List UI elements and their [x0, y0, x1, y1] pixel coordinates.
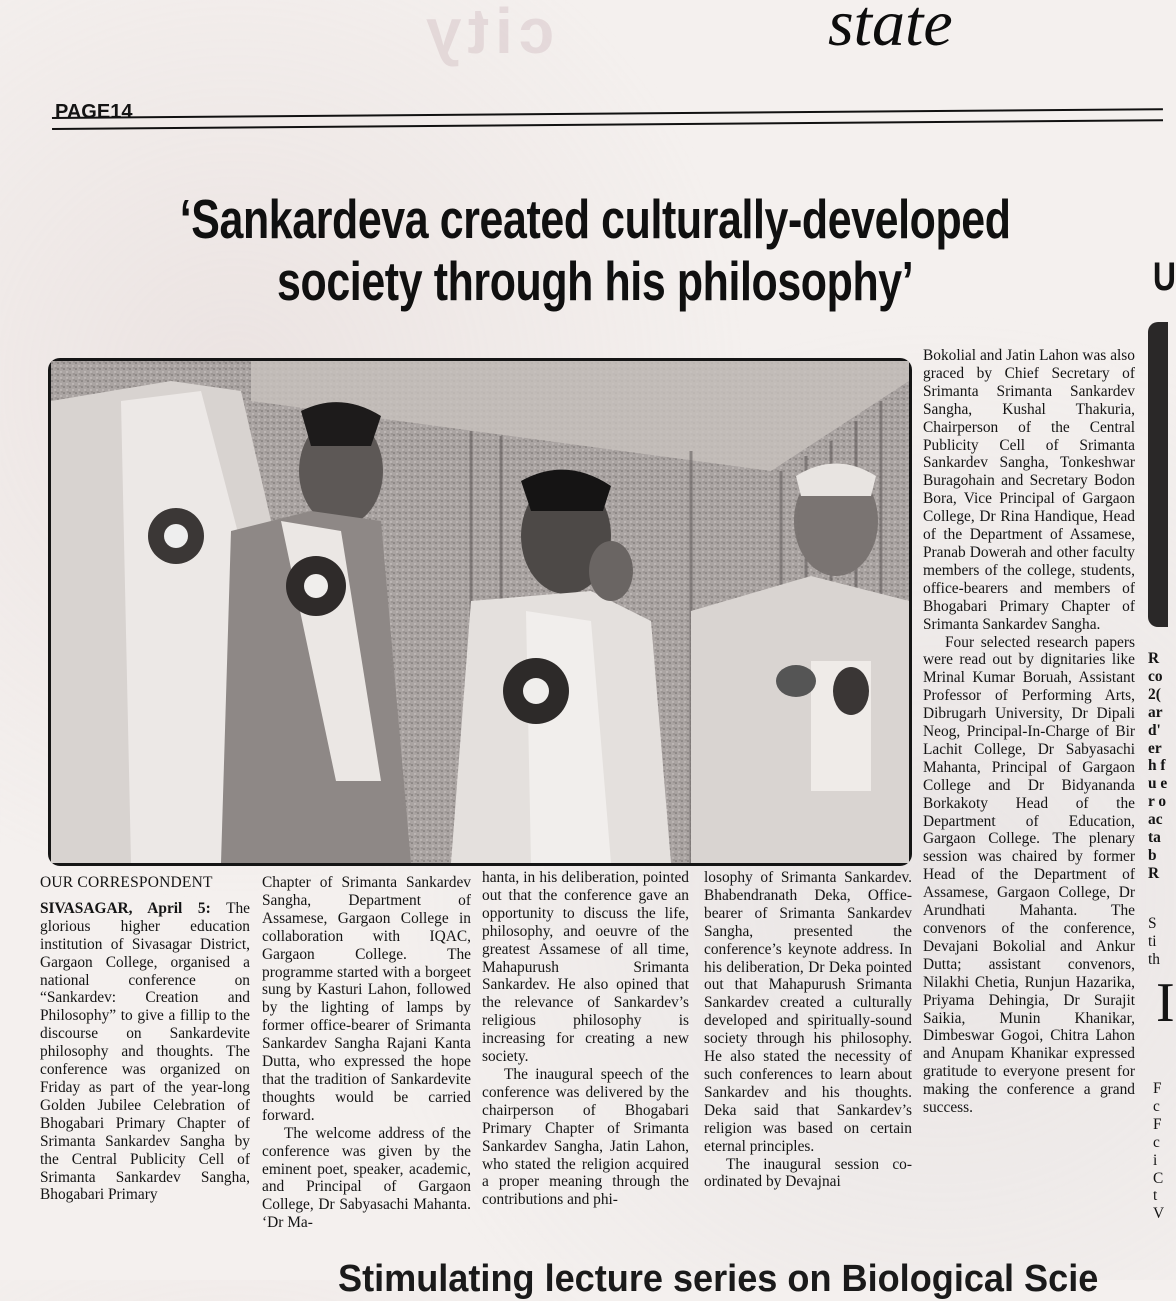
article-column-2 [262, 874, 471, 1232]
adjacent-article-dropcap: I [1156, 972, 1175, 1034]
headline-line-2: society through his philosophy’ [277, 250, 914, 312]
article-column-4 [704, 869, 912, 1191]
article-paragraph: hanta, in his deliberation, pointed out that the conference gave an opportunity to discuss the life, philosophy, and oeuvre of the greatest Assamese of all time, Mahapurush Srimanta Sankardev. He also opined that the relevance of Sankardev’s religious philosophy is increasing for creating a new society. [482, 869, 689, 1066]
article-paragraph: Chapter of Srimanta Sankardev Sangha, Department of Assamese, Gargaon College in collaboration with IQAC, Gargaon College. The programme started with a borgeet sung by Kasturi Lahon, followed by the lighting of lamps by former office-bearer of Srimanta Sankardev Sangha Rajani Kanta Dutta, who expressed the hope that the tradition of Sankardevite thoughts would be carried forward. [262, 874, 471, 1124]
article-paragraph: losophy of Srimanta Sankardev. Bhabendranath Deka, Office-bearer of Srimanta Sankardev Sangha, presented the conference’s keynote address. In his deliberation, Dr Deka pointed out that Mahapurush Srimanta Sankardev created a culturally developed and spiritually-sound society through his philosophy. He also stated the necessity of such conferences to learn about Sankardev and his thoughts. Deka said that Sankardev’s religion was based on certain eternal principles. [704, 869, 912, 1155]
section-title: state [828, 0, 953, 60]
adjacent-article-text-fragment-3: F c F c i C t V [1153, 1080, 1165, 1223]
header-double-rule [52, 108, 1163, 130]
ghost-show-through-text: city [420, 0, 555, 67]
article-paragraph: The welcome address of the conference was given by the eminent poet, speaker, academic, and Principal of Gargaon College, Dr Sabyasachi Mahanta. ‘Dr Ma- [262, 1124, 471, 1232]
article-paragraph: The inaugural speech of the conference was delivered by the chairperson of Bhogabari Primary Chapter of Srimanta Sankardev Sangha, Jatin Lahon, who stated the religion acquired a proper meaning through the contributions and phi- [482, 1065, 689, 1209]
article-column-3 [482, 869, 689, 1209]
page-number: PAGE14 [55, 101, 133, 123]
article-paragraph: Four selected research papers were read out by dignitaries like Mrinal Kumar Boruah, Assistant Professor of Performing Arts, Dibrugarh University, Dr Dipali Neog, Principal-In-Charge of Bir Lachit College, Dr Sabyasachi Mahanta, Principal of Gargaon College and Dr Bidyananda Borkakoty Head of the Department of Education, Gargaon College. The plenary session was chaired by former Head of the Department of Assamese, Gargaon College, Dr Arundhati Mahanta. The convenors of the conference, Devajani Bokolial and Ankur Dutta; assistant convenors, Nilakhi Chetia, Runjun Hazarika, Priyama Dehingia, Dr Surajit Saikia, Munin Khanikar, Dimbeswar Gogoi, Chitra Lahon and Anupam Khanikar expressed gratitude to everyone present for making the conference a grand success. [923, 633, 1135, 1117]
adjacent-article-text-fragment-2: S ti th [1148, 915, 1160, 968]
headline-line-1: ‘Sankardeva created culturally-developed [179, 188, 1011, 250]
article-headline [55, 188, 1135, 312]
dateline: SIVASAGAR, April 5: [40, 899, 211, 917]
article-paragraph: The inaugural session co-ordinated by Devajnai [704, 1155, 912, 1191]
article-column-5 [923, 347, 1135, 1117]
byline: OUR CORRESPONDENT [40, 874, 213, 891]
adjacent-article-photo [1148, 322, 1168, 627]
photo-image-icon [51, 361, 909, 863]
paragraph-text: The glorious higher education institution of Sivasagar District, Gargaon College, organised a national conference on “Sankardev: Creation and Philosophy” to give a fillip to the discourse on Sankardevite philosophy and thoughts. The conference was organized on Friday as part of the year-long Golden Jubilee Celebration of Bhogabari Primary Chapter of Srimanta Sankardev Sangha by the Central Publicity Cell of Srimanta Sankardev Sangha, Bhogabari Primary [40, 899, 250, 1204]
article-column-1 [40, 874, 250, 1204]
article-paragraph: Bokolial and Jatin Lahon was also graced by Chief Secretary of Srimanta Srimanta Sankardev Sangha, Kushal Thakuria, Chairperson of the Central Publicity Cell of Srimanta Sankardev Sangha, Tonkeshwar Buragohain and Secretary Bodon Bora, Vice Principal of Gargaon College, Dr Rina Handique, Head of the Department of Assamese, Pranab Dowerah and other faculty members of the college, students, office-bearers and members of Bhogabari Primary Chapter of Srimanta Sankardev Sangha. [923, 347, 1135, 633]
adjacent-article-headline-fragment: U [1152, 255, 1176, 299]
adjacent-article-text-fragment: R co 2( ar d' er h fu er o ac ta b R [1148, 650, 1168, 882]
news-photo [48, 358, 912, 866]
next-article-headline: Stimulating lecture series on Biological Scie [338, 1258, 1099, 1300]
article-paragraph [40, 900, 250, 1204]
